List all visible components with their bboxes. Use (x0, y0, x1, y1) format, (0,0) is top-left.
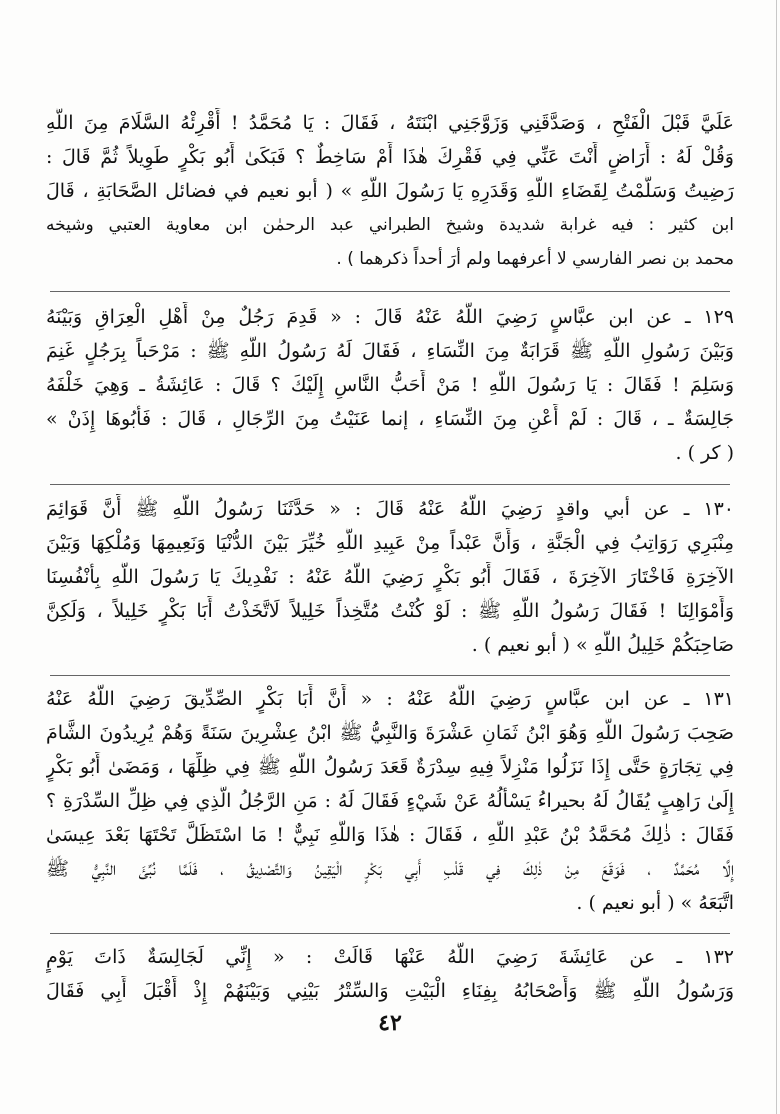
text-line: إِلَىٰ رَاهِبٍ يُقَالُ لَهُ بحيراءُ يَسْأَلُهُ عَنْ شَيْءٍ فَقَالَ لَهُ : مَنِ الرَّجُلُ الَّذِي فِي ظِلِّ السِّدْرَةِ ؟ (46, 790, 734, 812)
text-line: ابن كثير : فيه غرابة شديدة وشيخ الطبراني عبد الرحمٰن ابن معاوية العتبي وشيخه (46, 215, 734, 235)
text-line: جَالِسَةٌ ـ ، قَالَ : لَمْ أَعْنِ مِنَ النِّسَاءِ ، إنما عَنَيْتُ مِنَ الرِّجَالِ ، قَالَ : فَأَبُوهَا إِذَنْ » (46, 408, 734, 430)
text-line: الآخِرَةِ فَاخْتَارَ الآخِرَةَ ، فَقَالَ أَبُو بَكْرٍ رَضِيَ اللَّهُ عَنْهُ : نَفْدِيكَ يَا رَسُولَ اللَّهِ بِأَنْفُسِنَا (46, 566, 734, 588)
text-line: صَحِبَ رَسُولَ اللَّهِ وَهُوَ ابْنُ ثَمَانِ عَشْرَةَ وَالنَّبِيُّ ﷺ ابْنُ عِشْرِينَ سَنَةً وَهُمْ يُرِيدُونَ الشَّامَ (46, 722, 734, 744)
page-edge-rule (776, 0, 777, 1114)
section-divider (50, 675, 730, 676)
text-line: وَبَيْنَ رَسُولِ اللَّهِ ﷺ قَرَابَةٌ مِنَ النِّسَاءِ ، فَقَالَ لَهُ رَسُولُ اللَّهِ ﷺ : مَرْحَباً بِرَجُلٍ غَنِمَ (46, 340, 734, 362)
page-number: ٤٢ (378, 1010, 402, 1036)
text-line: ١٣١ ـ عن ابن عبَّاسٍ رَضِيَ اللَّهُ عَنْهُ : « أَنَّ أَبَا بَكْرٍ الصِّدِّيقَ رَضِيَ اللَّهُ عَنْهُ (46, 688, 734, 710)
text-line: محمد بن نصر الفارسي لا أعرفهما ولم أرَ أحداً ذكرهما ) . (336, 249, 734, 269)
text-line: مِنْبَرِي رَوَاتِبُ فِي الْجَنَّةِ ، وَأَنَّ عَبْداً مِنْ عَبِيدِ اللَّهِ خُيِّرَ بَيْنَ الدُّنْيَا وَنَعِيمِهَا وَمُلْكِهَا وَبَيْنَ (46, 532, 734, 554)
text-line: إِلَّا مُحَمَّدٌ ، فَوَقَعَ مِنْ ذٰلِكَ فِي قَلْبِ أَبِي بَكْرٍ الْيَقِينُ وَالتَّصْدِيقُ ، فَلَمَّا نُبِّئَ النَّبِيُّ ﷺ (46, 858, 734, 880)
text-line: صَاحِبَكُمْ خَلِيلُ اللَّهِ » ( أبو نعيم ) . (471, 634, 734, 656)
text-line: وَسَلِمَ ! فَقَالَ : يَا رَسُولَ اللَّهِ ! مَنْ أَحَبُّ النَّاسِ إِلَيْكَ ؟ قَالَ : عَائِشَةُ ـ وَهِيَ خَلْفَهُ (46, 374, 734, 396)
text-line: وَقُلْ لَهُ : أَرَاضٍ أَنْتَ عَنِّي فِي فَقْرِكَ هٰذَا أَمْ سَاخِطٌ ؟ فَبَكَىٰ أَبُو بَكْرٍ طَوِيلاً ثُمَّ قَالَ : (46, 146, 734, 168)
text-line: فَقَالَ : ذٰلِكَ مُحَمَّدُ بْنُ عَبْدِ اللَّهِ ، فَقَالَ : هٰذَا وَاللَّهِ نَبِيٌّ ! مَا اسْتَظَلَّ تَحْتَهَا بَعْدَ عِيسَىٰ (46, 824, 734, 846)
section-divider (50, 484, 730, 485)
text-line: عَلَيَّ قَبْلَ الْفَتْحِ ، وَصَدَّقَنِي وَزَوَّجَنِي ابْنَتَهُ ، فَقَالَ : يَا مُحَمَّدُ ! أَقْرِئْهُ السَّلَامَ مِنَ اللَّهِ (46, 112, 734, 134)
section-divider (50, 933, 730, 934)
text-line: اتَّبَعَهُ » ( أبو نعيم ) . (576, 892, 734, 914)
text-line: ( كر ) . (675, 442, 734, 464)
text-line: ١٣٠ ـ عن أبي واقدٍ رَضِيَ اللَّهُ عَنْهُ قَالَ : « حَدَّثَنَا رَسُولُ اللَّهِ ﷺ أَنَّ قَوَائِمَ (46, 498, 734, 520)
text-line: رَضِيتُ وَسَلَّمْتُ لِقَضَاءِ اللَّهِ وَقَدَرِهِ يَا رَسُولَ اللَّهِ » ( أبو نعيم في فضائل الصَّحَابَةِ ، قَالَ (46, 180, 734, 202)
text-line: وَأَمْوَالِنَا ! فَقَالَ رَسُولُ اللَّهِ ﷺ : لَوْ كُنْتُ مُتَّخِذاً خَلِيلاً لَاتَّخَذْتُ أَبَا بَكْرٍ خَلِيلاً ، وَلَكِنَّ (46, 600, 734, 622)
section-divider (50, 291, 730, 292)
text-line: فِي تِجَارَةٍ حَتَّى إِذَا نَزَلُوا مَنْزِلاً فِيهِ سِدْرَةٌ قَعَدَ رَسُولُ اللَّهِ ﷺ فِي ظِلِّهَا ، وَمَضَىٰ أَبُو بَكْرٍ (46, 756, 734, 778)
text-line: ١٣٢ ـ عن عَائِشَةَ رَضِيَ اللَّهُ عَنْهَا قَالَتْ : « إِنِّي لَجَالِسَةٌ ذَاتَ يَوْمٍ (46, 946, 734, 968)
text-line: ١٢٩ ـ عن ابن عبَّاسٍ رَضِيَ اللَّهُ عَنْهُ قَالَ : « قَدِمَ رَجُلٌ مِنْ أَهْلِ الْعِرَاقِ وَبَيْنَهُ (46, 306, 734, 328)
text-line: وَرَسُولُ اللَّهِ ﷺ وَأَصْحَابُهُ بِفِنَاءِ الْبَيْتِ وَالسِّتْرُ بَيْنِي وَبَيْنَهُمْ إِذْ أَقْبَلَ أَبِي فَقَالَ (46, 980, 734, 1002)
